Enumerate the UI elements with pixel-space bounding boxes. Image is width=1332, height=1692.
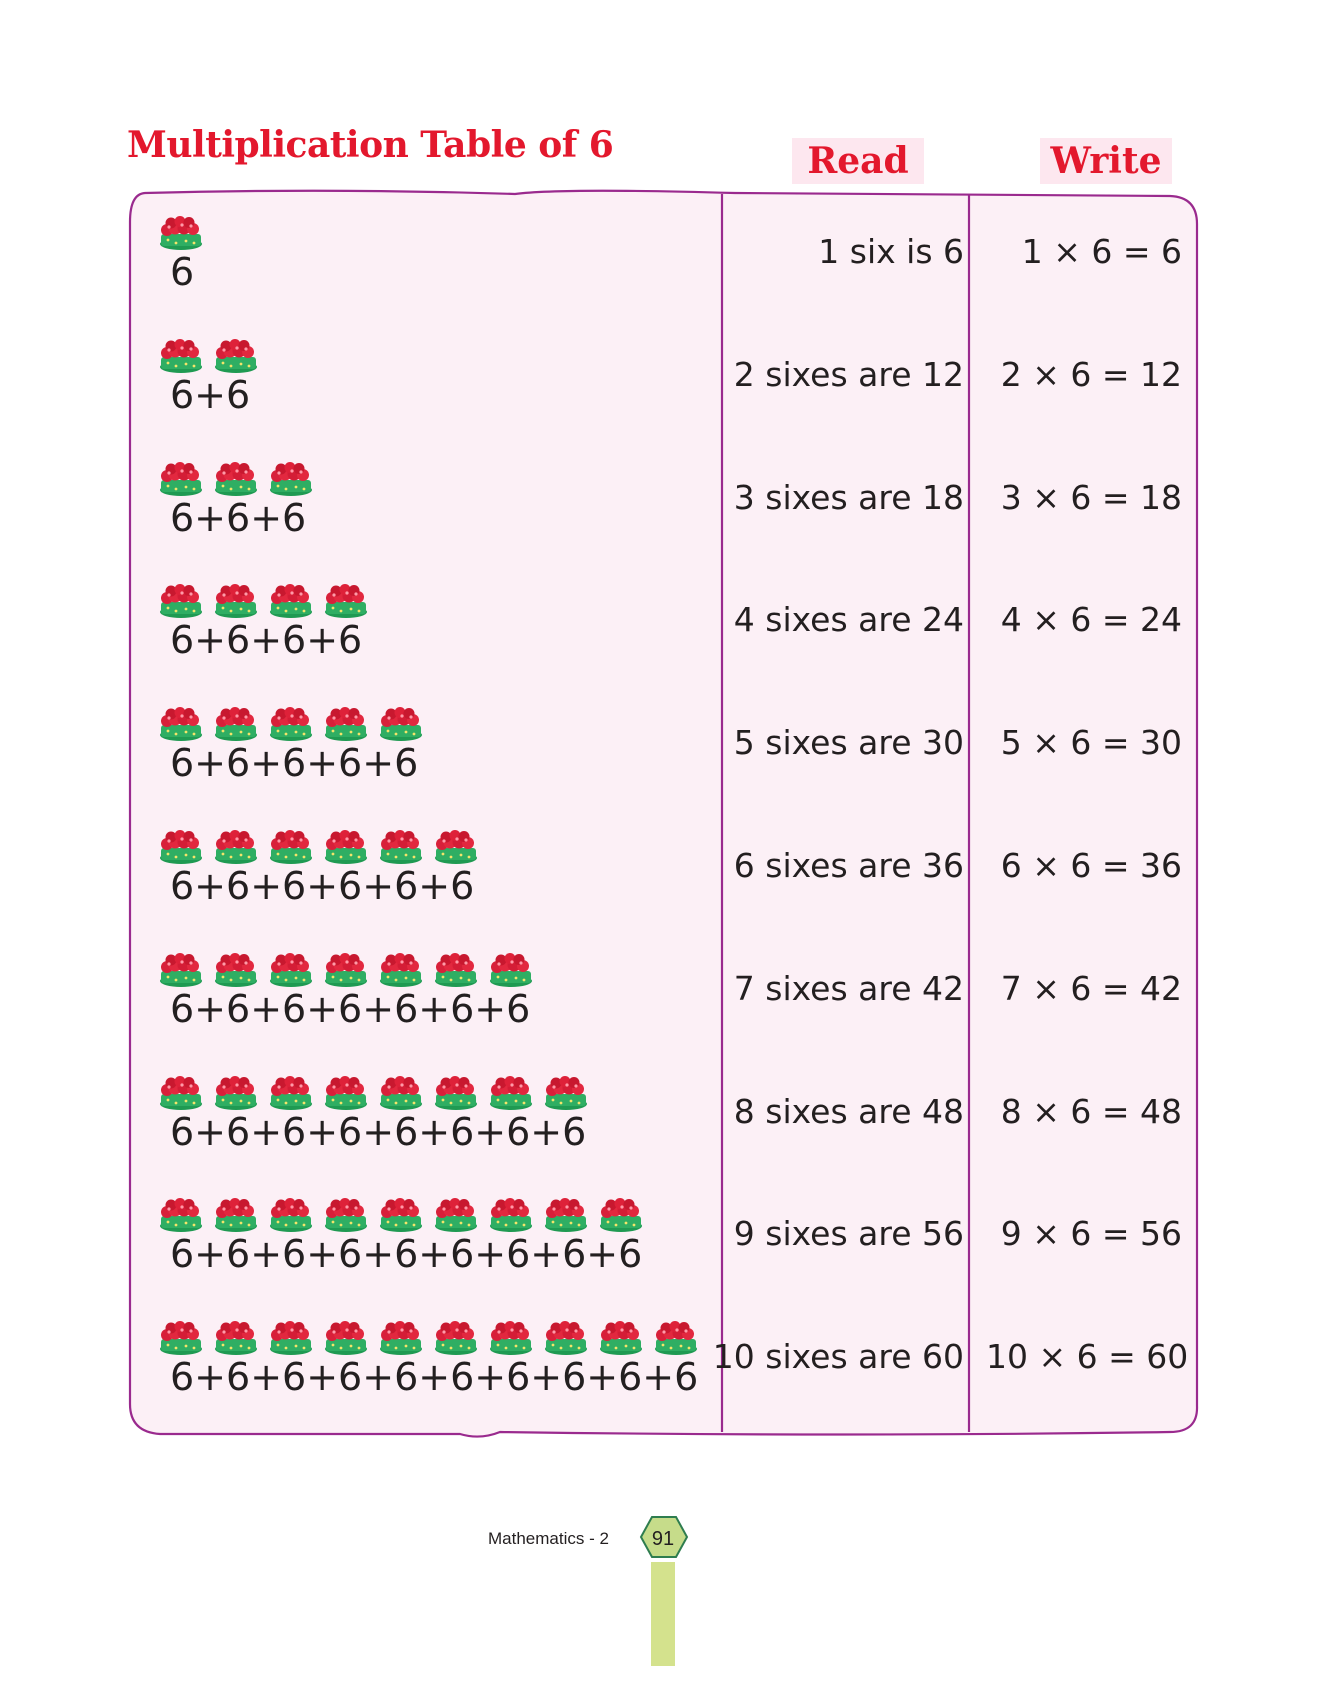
apple-basket-icon — [213, 584, 259, 618]
apple-basket-icon — [213, 707, 259, 741]
apple-basket-icon — [488, 1321, 534, 1355]
apple-basket-icon — [323, 1321, 369, 1355]
repeated-addition: 6+6+6+6+6+6 — [170, 864, 475, 908]
apple-basket-icon — [433, 953, 479, 987]
write-cell: 5 × 6 = 30 — [1000, 723, 1182, 763]
apple-basket-icon — [158, 216, 204, 250]
table-row — [0, 206, 1332, 329]
repeated-addition: 6+6+6+6+6+6+6+6 — [170, 1109, 587, 1154]
apple-basket-icon — [433, 1321, 479, 1355]
repeated-addition: 6+6+6+6+6+6+6 — [170, 986, 531, 1031]
apple-basket-icon — [378, 1321, 424, 1355]
apple-basket-icon — [213, 462, 259, 496]
apple-basket-icon — [158, 953, 204, 987]
read-cell: 1 six is 6 — [818, 232, 964, 271]
apple-basket-icon — [323, 1198, 369, 1232]
apple-basket-icon — [268, 1198, 314, 1232]
read-cell: 5 sixes are 30 — [733, 723, 964, 763]
apple-basket-icon — [268, 584, 314, 618]
page-title: Multiplication Table of 6 — [127, 124, 614, 166]
apple-basket-icon — [653, 1321, 699, 1355]
table-row — [0, 574, 1332, 697]
read-cell: 2 sixes are 12 — [733, 354, 964, 394]
apple-basket-icon — [378, 707, 424, 741]
write-cell: 6 × 6 = 36 — [1000, 846, 1182, 885]
write-cell: 4 × 6 = 24 — [1000, 600, 1182, 640]
apple-basket-icon — [433, 1198, 479, 1232]
repeated-addition: 6+6+6 — [170, 495, 307, 540]
apple-basket-icon — [598, 1321, 644, 1355]
apple-basket-icon — [268, 830, 314, 864]
apple-basket-icon — [433, 1076, 479, 1110]
repeated-addition: 6+6+6+6 — [170, 618, 363, 663]
apple-basket-icon — [158, 584, 204, 618]
apple-basket-icon — [323, 707, 369, 741]
apple-basket-icon — [488, 1198, 534, 1232]
apple-basket-icon — [213, 1321, 259, 1355]
table-row — [0, 820, 1332, 943]
write-cell: 1 × 6 = 6 — [1021, 232, 1182, 271]
apple-basket-icon — [488, 1076, 534, 1110]
apple-basket-icon — [158, 707, 204, 741]
apple-basket-icon — [323, 830, 369, 864]
table-row — [0, 329, 1332, 452]
apple-basket-icon — [543, 1198, 589, 1232]
apple-basket-icon — [213, 339, 259, 373]
table-row — [0, 1188, 1332, 1311]
apple-basket-icon — [598, 1198, 644, 1232]
apple-basket-icon — [213, 1198, 259, 1232]
footer-subject: Mathematics - 2 — [488, 1529, 609, 1548]
write-cell: 9 × 6 = 56 — [1000, 1214, 1182, 1254]
apple-basket-icon — [268, 462, 314, 496]
write-column-header: Write — [1040, 138, 1172, 184]
apple-basket-icon — [378, 830, 424, 864]
apple-basket-icon — [213, 1076, 259, 1110]
table-row — [0, 1066, 1332, 1189]
apple-basket-icon — [433, 830, 479, 864]
page-number: 91 — [651, 1528, 675, 1550]
table-row — [0, 697, 1332, 820]
apple-basket-icon — [323, 584, 369, 618]
apple-basket-icon — [213, 953, 259, 987]
apple-basket-icon — [158, 830, 204, 864]
write-cell: 10 × 6 = 60 — [986, 1337, 1189, 1377]
apple-basket-icon — [543, 1076, 589, 1110]
apple-basket-icon — [158, 339, 204, 373]
apple-basket-icon — [268, 953, 314, 987]
apple-basket-icon — [268, 1076, 314, 1110]
apple-basket-icon — [158, 1076, 204, 1110]
apple-basket-icon — [158, 462, 204, 496]
apple-basket-icon — [378, 953, 424, 987]
table-row — [0, 452, 1332, 575]
write-cell: 3 × 6 = 18 — [1000, 477, 1182, 517]
read-column-header: Read — [792, 138, 924, 184]
apple-basket-icon — [213, 830, 259, 864]
apple-basket-icon — [268, 707, 314, 741]
apple-basket-icon — [378, 1076, 424, 1110]
apple-basket-icon — [323, 1076, 369, 1110]
apple-basket-icon — [158, 1321, 204, 1355]
write-cell: 8 × 6 = 48 — [1000, 1091, 1182, 1131]
write-cell: 2 × 6 = 12 — [1000, 354, 1182, 394]
read-cell: 8 sixes are 48 — [733, 1091, 964, 1131]
repeated-addition: 6+6+6+6+6 — [170, 741, 419, 786]
apple-basket-icon — [268, 1321, 314, 1355]
repeated-addition: 6+6+6+6+6+6+6+6+6 — [170, 1232, 643, 1277]
apple-basket-icon — [158, 1198, 204, 1232]
apple-basket-icon — [323, 953, 369, 987]
read-cell: 9 sixes are 56 — [733, 1214, 964, 1254]
read-cell: 7 sixes are 42 — [733, 968, 964, 1008]
page-tab-bar — [651, 1562, 675, 1666]
table-row — [0, 943, 1332, 1066]
apple-basket-icon — [488, 953, 534, 987]
repeated-addition: 6+6 — [170, 372, 251, 417]
read-cell: 10 sixes are 60 — [712, 1337, 964, 1377]
read-cell: 6 sixes are 36 — [733, 846, 964, 885]
read-cell: 4 sixes are 24 — [733, 600, 964, 640]
apple-basket-icon — [543, 1321, 589, 1355]
table-row — [0, 1311, 1332, 1434]
repeated-addition: 6 — [170, 250, 195, 294]
read-cell: 3 sixes are 18 — [733, 477, 964, 517]
write-cell: 7 × 6 = 42 — [1000, 968, 1182, 1008]
repeated-addition: 6+6+6+6+6+6+6+6+6+6 — [170, 1355, 699, 1400]
apple-basket-icon — [378, 1198, 424, 1232]
